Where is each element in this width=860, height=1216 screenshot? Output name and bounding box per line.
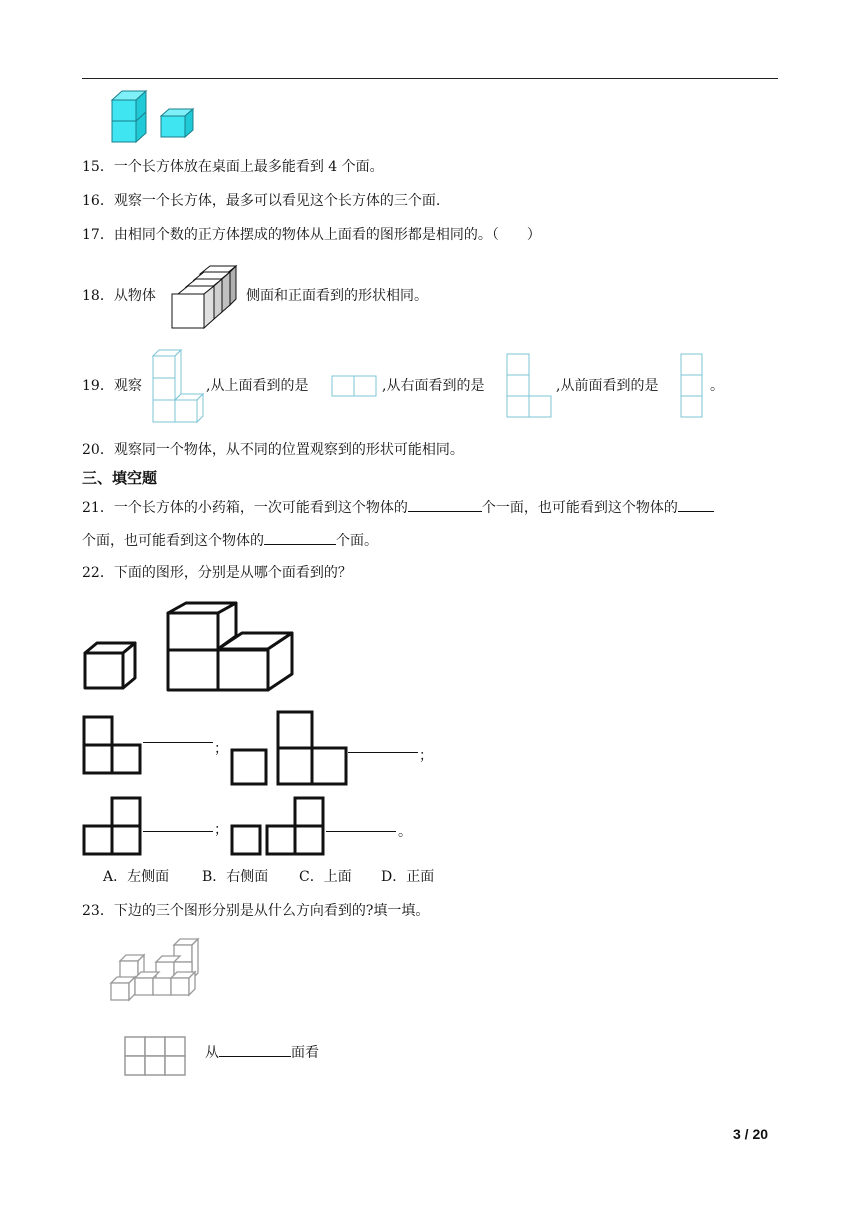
answer-blank-5[interactable] xyxy=(348,752,418,753)
answer-blank-7[interactable] xyxy=(326,831,396,832)
option-d: D．正面 xyxy=(381,869,435,885)
answer-blank-4[interactable] xyxy=(143,742,213,743)
section-heading: 三、填空题 xyxy=(82,469,158,487)
view-a-figure xyxy=(82,715,142,775)
header-rule xyxy=(82,78,778,79)
answer-blank-6[interactable] xyxy=(143,831,213,832)
q21-text-a: 21．一个长方体的小药箱，一次可能看到这个物体的 xyxy=(82,500,408,516)
page-number: 3 / 20 xyxy=(733,1126,769,1142)
question-18-prefix: 18．从物体 xyxy=(82,288,156,304)
question-15: 15．一个长方体放在桌面上最多能看到 4 个面。 xyxy=(82,159,384,175)
q21-text-d: 个面。 xyxy=(336,533,378,549)
q23-answer-line xyxy=(205,1042,319,1063)
question-19-front-view-text: ,从前面看到的是 xyxy=(556,378,659,394)
view-d-figure xyxy=(229,796,325,856)
question-19-top-view-text: ,从上面看到的是 xyxy=(206,378,309,394)
q21-text-b: 个一面，也可能看到这个物体的 xyxy=(481,500,678,516)
answer-blank-3[interactable] xyxy=(264,530,336,545)
q23-view-figure xyxy=(124,1036,186,1078)
question-17: 17．由相同个数的正方体摆成的物体从上面看的图形都是相同的。（ ） xyxy=(82,227,541,243)
right-view-figure xyxy=(506,353,552,419)
sep-2: ； xyxy=(419,748,433,764)
answer-blank-1[interactable] xyxy=(408,497,482,512)
option-b: B．右侧面 xyxy=(202,869,269,885)
q23-from: 从 xyxy=(205,1045,219,1061)
question-19-end: 。 xyxy=(710,378,724,394)
question-21-line2 xyxy=(82,530,378,551)
answer-blank-2[interactable] xyxy=(678,497,714,512)
l-shape-cubes-figure xyxy=(150,348,206,424)
sep-1: ； xyxy=(214,741,228,757)
cyan-cubes-figure xyxy=(108,88,198,144)
view-b-figure xyxy=(229,710,349,786)
question-22: 22．下面的图形，分别是从哪个面看到的？ xyxy=(82,565,352,581)
q23-cubes-figure xyxy=(108,935,203,1003)
row-of-cubes-figure xyxy=(170,264,245,330)
q22-cubes-figure xyxy=(82,600,297,694)
question-16: 16．观察一个长方体，最多可以看见这个长方体的三个面. xyxy=(82,193,441,209)
q23-look: 面看 xyxy=(291,1045,319,1061)
sep-3: ； xyxy=(214,822,228,838)
end-period: 。 xyxy=(398,824,412,840)
top-view-figure xyxy=(331,375,377,397)
question-20: 20．观察同一个物体，从不同的位置观察到的形状可能相同。 xyxy=(82,442,464,458)
answer-blank-8[interactable] xyxy=(219,1042,291,1057)
question-19-right-view-text: ,从右面看到的是 xyxy=(382,378,485,394)
question-23: 23．下边的三个图形分别是从什么方向看到的?填一填。 xyxy=(82,903,430,919)
question-21-line1 xyxy=(82,497,714,518)
question-19-prefix: 19．观察 xyxy=(82,378,142,394)
view-c-figure xyxy=(82,796,142,856)
q21-text-c: 个面，也可能看到这个物体的 xyxy=(82,533,264,549)
front-view-figure xyxy=(680,353,704,419)
option-c: C．上面 xyxy=(299,869,352,885)
option-a: A．左侧面 xyxy=(103,869,170,885)
question-18-suffix: 侧面和正面看到的形状相同。 xyxy=(246,288,428,304)
